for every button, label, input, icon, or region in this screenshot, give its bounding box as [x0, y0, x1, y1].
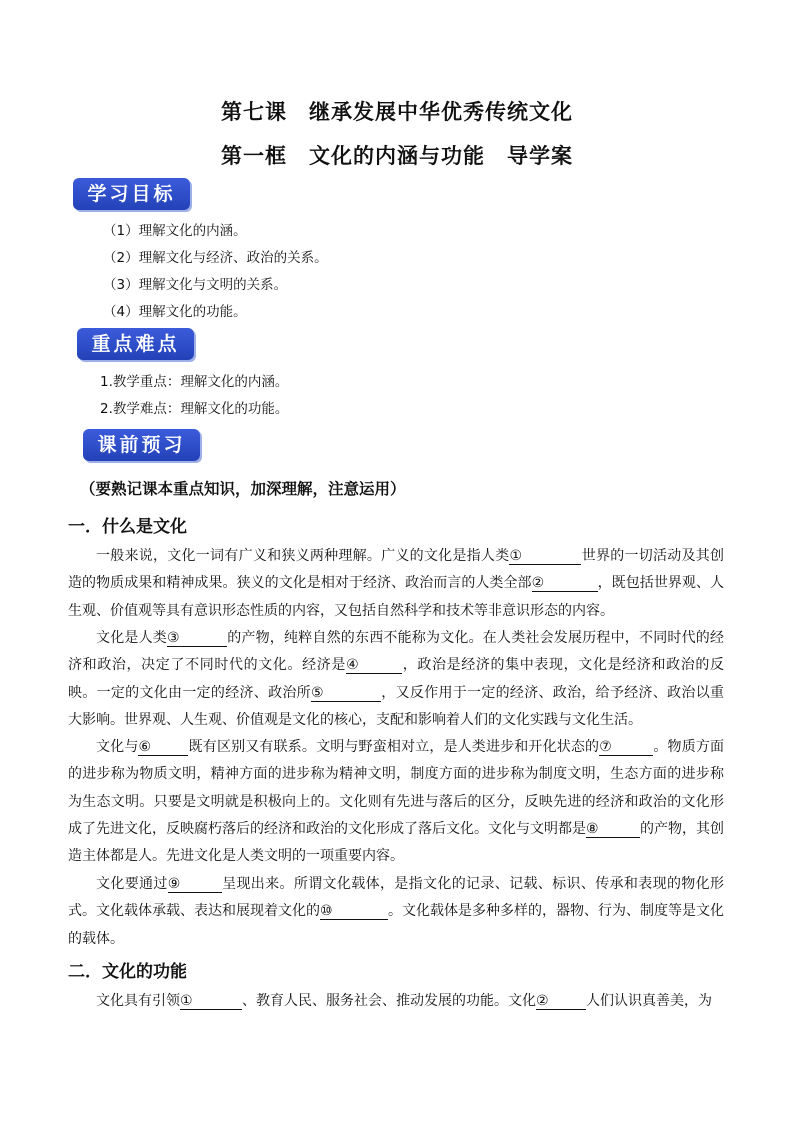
section-heading: 二．文化的功能	[68, 962, 187, 982]
key-point-item: 2.教学难点：理解文化的功能。	[100, 401, 289, 417]
objective-item: （1）理解文化的内涵。	[103, 223, 247, 239]
section-heading: 一．什么是文化	[68, 517, 187, 537]
objective-item: （4）理解文化的功能。	[103, 304, 247, 320]
paragraph: 文化具有引领① 、教育人民、服务社会、推动发展的功能。文化② 人们认识真善美，为	[96, 993, 712, 1009]
paragraph: 一般来说，文化一词有广义和狭义两种理解。广义的文化是指人类① 世界的一切活动及其创造的物质成果和精神成果。狭义的文化是相对于经济、政治而言的人类全部② ，既包括世界观、人生观、价值观等具有意识形态性质的内容，又包括自然科学和技术等非意识形态的内容。	[68, 548, 725, 619]
key-point-item: 1.教学重点：理解文化的内涵。	[100, 374, 289, 390]
objective-item: （2）理解文化与经济、政治的关系。	[103, 250, 328, 266]
preview-badge: 课前预习	[83, 429, 200, 461]
fill-blank[interactable]: ③	[167, 630, 227, 647]
fill-blank[interactable]: ⑧	[586, 821, 640, 838]
objectives-badge: 学习目标	[73, 178, 190, 210]
fill-blank[interactable]: ⑩	[320, 903, 388, 920]
fill-blank[interactable]: ⑨	[168, 876, 222, 893]
fill-blank[interactable]: ⑦	[599, 739, 653, 756]
objective-item: （3）理解文化与文明的关系。	[103, 277, 288, 293]
key-points-badge: 重点难点	[77, 328, 194, 360]
paragraph: 文化要通过⑨ 呈现出来。所谓文化载体，是指文化的记录、记载、标识、传承和表现的物化形式。文化载体承载、表达和展现着文化的⑩ 。文化载体是多种多样的，器物、行为、制度等是文化的载体。	[68, 876, 724, 947]
fill-blank[interactable]: ④	[346, 657, 402, 674]
fill-blank[interactable]: ①	[509, 548, 581, 565]
paragraph: 文化是人类③ 的产物，纯粹自然的东西不能称为文化。在人类社会发展历程中，不同时代的经济和政治，决定了不同时代的文化。经济是④ ，政治是经济的集中表现，文化是经济和政治的反映。一定的文化由一定的经济、政治所⑤ ，又反作用于一定的经济、政治，给予经济、政治以重大影响。世界观、人生观、价值观是文化的核心，支配和影响着人们的文化实践与文化生活。	[68, 630, 725, 728]
lesson-subtitle: 第一框 文化的内涵与功能 导学案	[221, 144, 573, 168]
fill-blank[interactable]: ①	[180, 993, 242, 1010]
preview-note: （要熟记课本重点知识，加深理解，注意运用）	[80, 480, 406, 498]
fill-blank[interactable]: ⑥	[138, 739, 188, 756]
fill-blank[interactable]: ②	[532, 575, 598, 592]
lesson-title: 第七课 继承发展中华优秀传统文化	[221, 100, 573, 124]
fill-blank[interactable]: ②	[536, 993, 586, 1010]
paragraph: 文化与⑥ 既有区别又有联系。文明与野蛮相对立，是人类进步和开化状态的⑦ 。物质方面的进步称为物质文明，精神方面的进步称为精神文明，制度方面的进步称为制度文明，生态方面的进步称为生态文明。只要是文明就是积极向上的。文化则有先进与落后的区分，反映先进的经济和政治的文化形成了先进文化，反映腐朽落后的经济和政治的文化形成了落后文化。文化与文明都是⑧ 的产物，其创造主体都是人。先进文化是人类文明的一项重要内容。	[68, 739, 725, 865]
fill-blank[interactable]: ⑤	[311, 685, 381, 702]
